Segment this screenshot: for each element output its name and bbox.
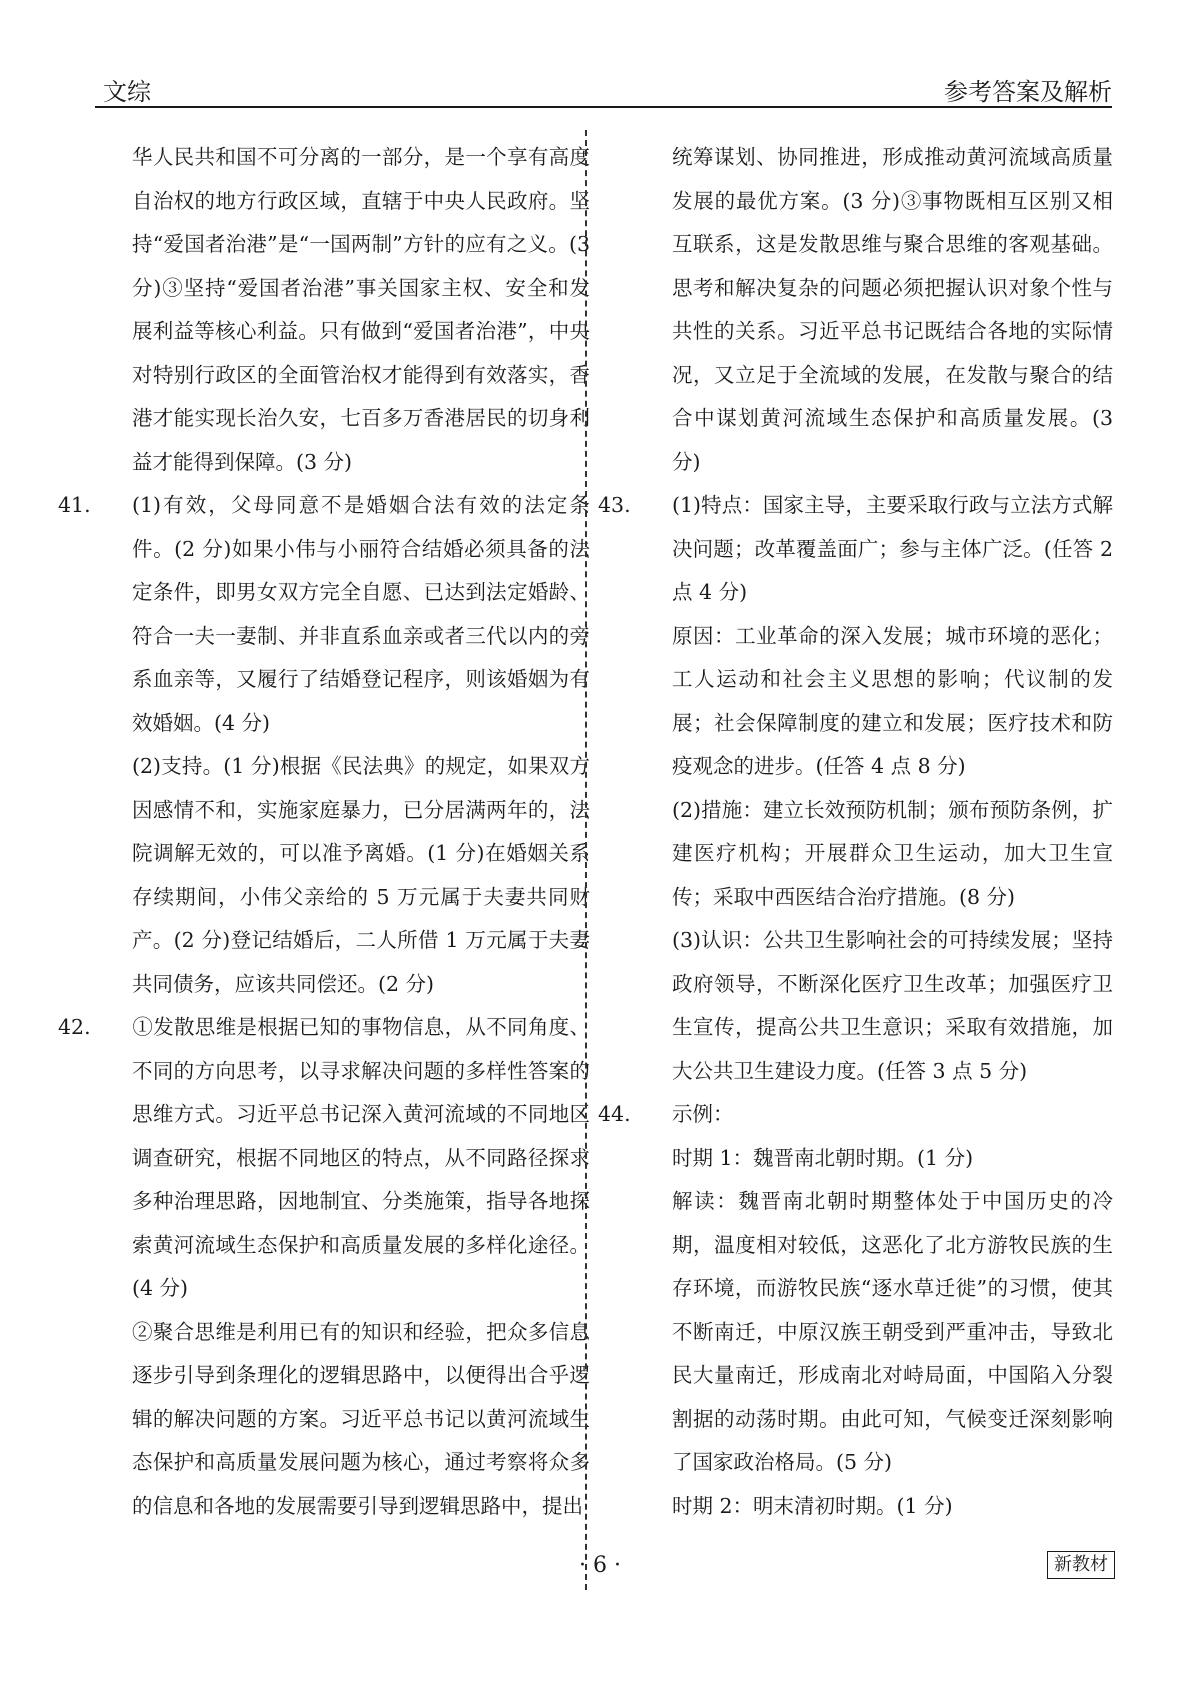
question-44-period2: 时期 2：明末清初时期。(1 分) [672,1493,953,1518]
question-42-part2: ②聚合思维是利用已有的知识和经验，把众多信息逐步引导到条理化的逻辑思路中，以便得出合乎逻辑的解决问题的方案。习近平总书记以黄河流域生态保护和高质量发展问题为核心，通过考察将众多的信息和各地的发展需要引导到逻辑思路中，提出 [132,1319,590,1518]
question-42-text1: ①发散思维是根据已知的事物信息，从不同角度、不同的方向思考，以寻求解决问题的多样性答案的思维方式。习近平总书记深入黄河流域的不同地区调查研究，根据不同地区的特点，从不同路径探求多种治理思路，因地制宜、分类施策，指导各地探索黄河流域生态保护和高质量发展的多样化途径。(4 分) [132,1015,590,1300]
question-44-period1: 时期 1：魏晋南北朝时期。(1 分) [672,1145,974,1170]
question-number-42: 42. [58,1015,91,1039]
question-number-41: 41. [58,493,91,517]
question-number-43: 43. [598,493,631,517]
paragraph-continued-right: 统筹谋划、协同推进，形成推动黄河流域高质量发展的最优方案。(3 分)③事物既相互区别又相互联系，这是发散思维与聚合思维的客观基础。思考和解决复杂的问题必须把握认识对象个性与共性的关系。习近平总书记既结合各地的实际情况，又立足于全流域的发展，在发散与聚合的结合中谋划黄河流域生态保护和高质量发展。(3 分) [672,145,1113,474]
question-44-part1 [598,1093,1113,1137]
question-41-text1: (1)有效，父母同意不是婚姻合法有效的法定条件。(2 分)如果小伟与小丽符合结婚必须具备的法定条件，即男女双方完全自愿、已达到法定婚龄、符合一夫一妻制、并非直系血亲或者三代以内的旁系血亲等，又履行了结婚登记程序，则该婚姻为有效婚姻。(4 分) [132,493,590,735]
left-column [58,136,590,1528]
question-41-part1 [58,484,590,745]
page-number: · 6 · [579,1553,621,1578]
column-divider [585,130,587,1590]
question-44-interpretation: 解读：魏晋南北朝时期整体处于中国历史的冷期，温度相对较低，这恶化了北方游牧民族的生存环境，而游牧民族“逐水草迁徙”的习惯，使其不断南迁，中原汉族王朝受到严重冲击，导致北民大量南迁，形成南北对峙局面，中国陷入分裂割据的动荡时期。由此可知，气候变迁深刻影响了国家政治格局。(5 分) [672,1189,1113,1474]
question-number-44: 44. [598,1102,631,1126]
paragraph-continued: 华人民共和国不可分离的一部分，是一个享有高度自治权的地方行政区域，直辖于中央人民政府。坚持“爱国者治港”是“一国两制”方针的应有之义。(3 分)③坚持“爱国者治港”事关国家主权、安全和发展利益等核心利益。只有做到“爱国者治港”，中央对特别行政区的全面管治权才能得到有效落实，香港才能实现长治久安，七百多万香港居民的切身利益才能得到保障。(3 分) [132,145,590,474]
subject-title: 文综 [103,78,151,106]
section-title: 参考答案及解析 [944,78,1112,106]
question-43-part3: (2)措施：建立长效预防机制；颁布预防条例，扩建医疗机构；开展群众卫生运动，加大卫生宣传；采取中西医结合治疗措施。(8 分) [672,797,1113,909]
question-41-part2: (2)支持。(1 分)根据《民法典》的规定，如果双方因感情不和，实施家庭暴力，已分居满两年的，法院调解无效的，可以准予离婚。(1 分)在婚姻关系存续期间，小伟父亲给的 5 万元属于夫妻共同财产。(2 分)登记结婚后，二人所借 1 万元属于夫妻共同债务，应该共同偿还。(2 分) [132,754,590,996]
question-44-text1: 示例： [672,1102,734,1126]
question-43-text1: (1)特点：国家主导，主要采取行政与立法方式解决问题；改革覆盖面广；参与主体广泛。(任答 2 点 4 分) [672,493,1113,604]
right-column [598,136,1113,1528]
question-43-part2: 原因：工业革命的深入发展；城市环境的恶化；工人运动和社会主义思想的影响；代议制的发展；社会保障制度的建立和发展；医疗技术和防疫观念的进步。(任答 4 点 8 分) [672,623,1113,778]
page-header [95,72,1112,108]
question-42-part1 [58,1006,590,1311]
new-textbook-badge: 新教材 [1047,1551,1115,1579]
question-43-part1 [598,484,1113,615]
question-43-part4: (3)认识：公共卫生影响社会的可持续发展；坚持政府领导，不断深化医疗卫生改革；加强医疗卫生宣传，提高公共卫生意识；采取有效措施，加大公共卫生建设力度。(任答 3 点 5 分) [672,928,1113,1083]
